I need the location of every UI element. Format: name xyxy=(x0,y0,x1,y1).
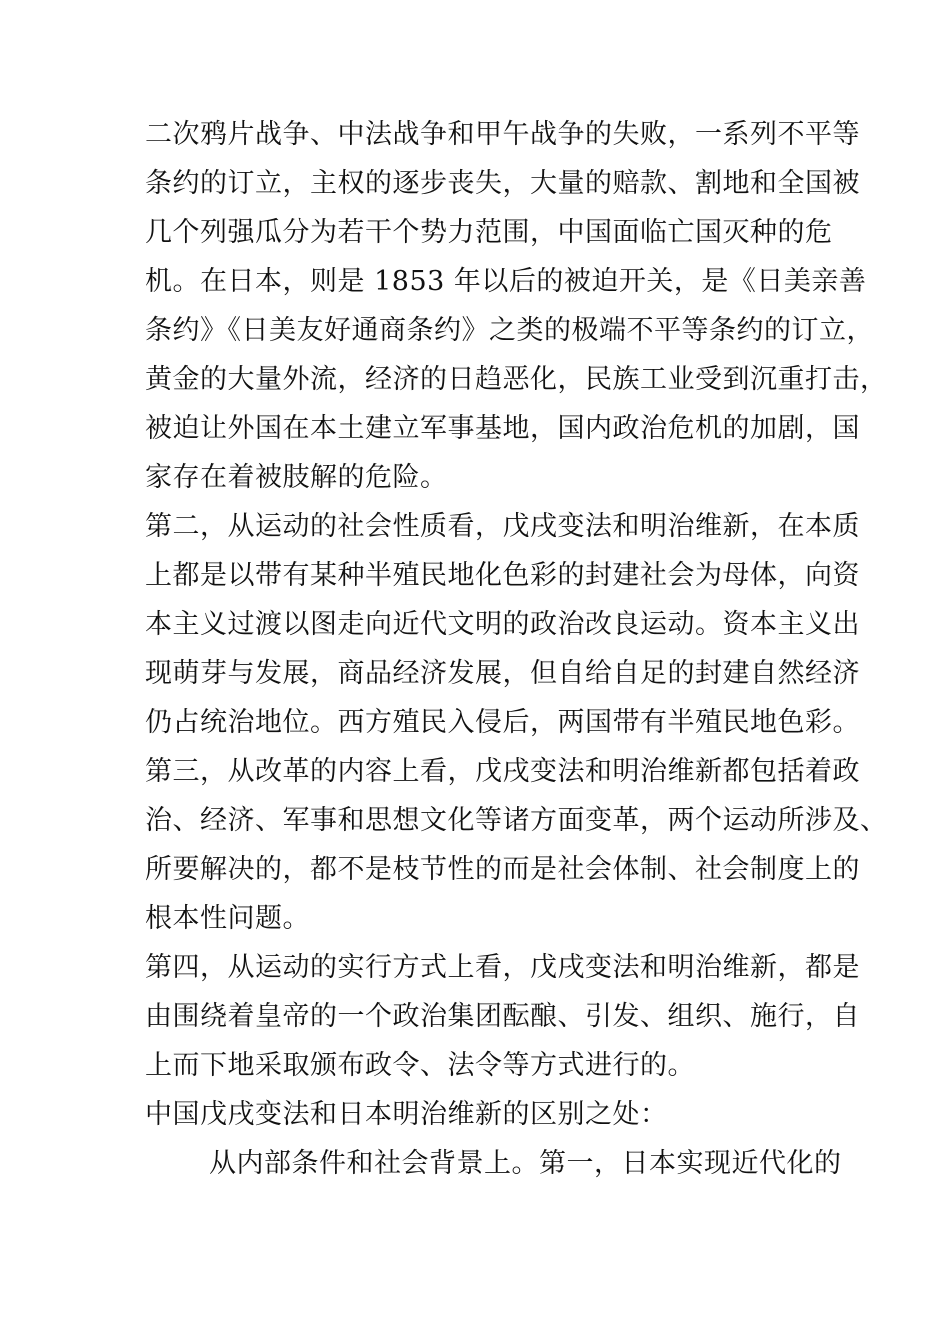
text-line: 条约》《日美友好通商条约》之类的极端不平等条约的订立， xyxy=(145,315,874,346)
text-line: 第三，从改革的内容上看，戊戌变法和明治维新都包括着政 xyxy=(145,756,860,787)
text-line: 家存在着被肢解的危险。 xyxy=(145,462,448,493)
text-line: 仍占统治地位。西方殖民入侵后，两国带有半殖民地色彩。 xyxy=(145,707,860,738)
text-line: 上都是以带有某种半殖民地化色彩的封建社会为母体，向资 xyxy=(145,560,860,591)
text-line: 条约的订立，主权的逐步丧失，大量的赔款、割地和全国被 xyxy=(145,168,860,199)
text-line: 几个列强瓜分为若干个势力范围，中国面临亡国灭种的危 xyxy=(145,217,833,248)
text-line: 黄金的大量外流，经济的日趋恶化，民族工业受到沉重打击， xyxy=(145,364,888,395)
text-line: 治、经济、军事和思想文化等诸方面变革，两个运动所涉及、 xyxy=(145,805,888,836)
text-line: 现萌芽与发展，商品经济发展，但自给自足的封建自然经济 xyxy=(145,658,860,689)
text-line: 二次鸦片战争、中法战争和甲午战争的失败，一系列不平等 xyxy=(145,119,860,150)
text-line: 本主义过渡以图走向近代文明的政治改良运动。资本主义出 xyxy=(145,609,860,640)
text-line: 第四，从运动的实行方式上看，戊戌变法和明治维新，都是 xyxy=(145,952,860,983)
text-line: 第二，从运动的社会性质看，戊戌变法和明治维新，在本质 xyxy=(145,511,860,542)
text-line: 由围绕着皇帝的一个政治集团酝酿、引发、组织、施行，自 xyxy=(145,1001,860,1032)
text-line: 被迫让外国在本土建立军事基地，国内政治危机的加剧，国 xyxy=(145,413,860,444)
text-line: 所要解决的，都不是枝节性的而是社会体制、社会制度上的 xyxy=(145,854,860,885)
body-text xyxy=(145,110,888,1188)
text-line: 中国戊戌变法和日本明治维新的区别之处： xyxy=(145,1099,668,1130)
text-line: 机。在日本，则是 1853 年以后的被迫开关，是《日美亲善 xyxy=(145,266,867,297)
text-line: 根本性问题。 xyxy=(145,903,310,934)
text-line: 从内部条件和社会背景上。第一，日本实现近代化的 xyxy=(209,1148,842,1179)
text-line: 上而下地采取颁布政令、法令等方式进行的。 xyxy=(145,1050,695,1081)
